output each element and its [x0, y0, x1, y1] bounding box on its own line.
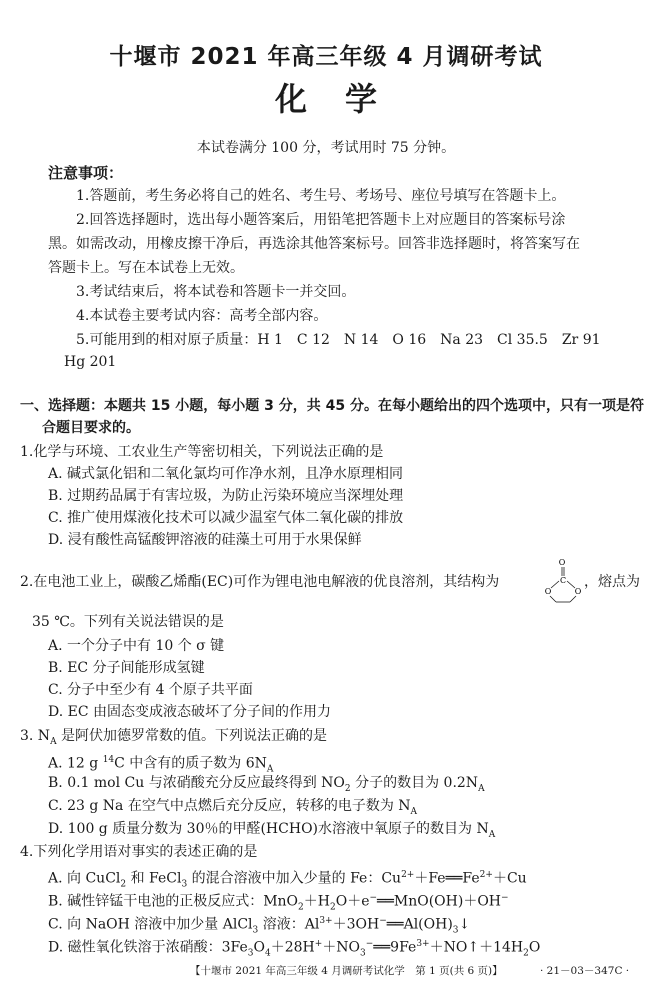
- question-2-option-d: D. EC 由固态变成液态破坏了分子间的作用力: [48, 704, 332, 720]
- question-2-option-a: A. 一个分子中有 10 个 σ 键: [48, 638, 225, 654]
- notice-line: 答题卡上。写在本试卷上无效。: [48, 260, 244, 276]
- structure-oxygen-label: O: [574, 587, 582, 596]
- question-2-stem-tail: ，熔点为: [584, 574, 640, 590]
- question-1-option-c: C. 推广使用煤液化技术可以减少温室气体二氧化碳的排放: [48, 510, 404, 526]
- structure-oxygen-label: O: [544, 587, 552, 596]
- notice-line: 3.考试结束后，将本试卷和答题卡一并交回。: [76, 284, 356, 300]
- question-3-option-a: A. 12 g $^{14}$C 中含有的质子数为 $6N_A$: [48, 755, 274, 775]
- question-1-stem: 1.化学与环境、工农业生产等密切相关，下列说法正确的是: [20, 444, 384, 460]
- question-3-option-c: C. 23 g Na 在空气中点燃后充分反应，转移的电子数为 $N_A$: [48, 798, 418, 817]
- notice-line: 黑。如需改动，用橡皮擦干净后，再选涂其他答案标号。回答非选择题时，将答案写在: [48, 236, 580, 252]
- question-4-stem: 4.下列化学用语对事实的表述正确的是: [20, 844, 258, 860]
- question-4-option-d: D. 磁性氧化铁溶于浓硝酸：$3Fe_3O_4+28H^++NO_3^-══9Fe^{3+}+NO↑+14H_2O$: [48, 939, 541, 959]
- question-1-option-b: B. 过期药品属于有害垃圾，为防止污染环境应当深埋处理: [48, 488, 404, 504]
- notice-line: Hg 201: [64, 354, 117, 370]
- exam-info: 本试卷满分 100 分，考试用时 75 分钟。: [196, 140, 456, 156]
- question-3-stem: 3. $N_A$ 是阿伏加德罗常数的值。下列说法正确的是: [20, 728, 328, 747]
- section-heading: 合题目要求的。: [42, 420, 140, 436]
- structure-carbon-label: C: [559, 576, 567, 585]
- notice-line: 2.回答选择题时，选出每小题答案后，用铅笔把答题卡上对应题目的答案标号涂: [76, 212, 566, 228]
- ethylene-carbonate-structure: [540, 556, 584, 606]
- notice-line: 5.可能用到的相对原子质量：H 1 C 12 N 14 O 16 Na 23 Cl 35.5 Zr 91: [76, 332, 601, 348]
- question-2-option-b: B. EC 分子间能形成氢键: [48, 660, 205, 676]
- question-4-option-b: B. 碱性锌锰干电池的正极反应式：$MnO_2+H_2O+e^-══MnO(OH)+OH^-$: [48, 893, 509, 913]
- question-2-option-c: C. 分子中至少有 4 个原子共平面: [48, 682, 253, 698]
- question-2-stem: 2.在电池工业上，碳酸乙烯酯(EC)可作为锂电池电解液的优良溶剂，其结构为: [20, 574, 500, 590]
- question-3-option-b: B. 0.1 mol Cu 与浓硝酸充分反应最终得到 $NO_2$ 分子的数目为 $0.2N_A$: [48, 775, 485, 794]
- question-3-option-d: D. 100 g 质量分数为 30％的甲醛(HCHO)水溶液中氧原子的数目为 $N_A$: [48, 821, 496, 840]
- structure-oxygen-label: O: [558, 558, 566, 567]
- question-1-option-d: D. 浸有酸性高锰酸钾溶液的硅藻土可用于水果保鲜: [48, 532, 362, 548]
- section-heading: 一、选择题：本题共 15 小题，每小题 3 分，共 45 分。在每小题给出的四个选项中，只有一项是符: [20, 398, 644, 414]
- question-4-option-a: A. 向 CuCl$_2$ 和 FeCl$_3$ 的混合溶液中加入少量的 Fe：$Cu^{2+}+Fe══Fe^{2+}+Cu$: [48, 870, 527, 890]
- exam-title: 十堰市 2021 年高三年级 4 月调研考试: [109, 44, 543, 70]
- question-1-option-a: A. 碱式氯化铝和二氧化氯均可作净水剂，且净水原理相同: [48, 466, 404, 482]
- notice-heading: 注意事项：: [48, 164, 124, 182]
- subject-title: 化学: [274, 80, 415, 118]
- question-4-option-c: C. 向 NaOH 溶液中加少量 AlCl$_3$ 溶液：$Al^{3+}+3OH^-══Al(OH)_3↓$: [48, 916, 471, 936]
- footer-code: · 21－03－347C ·: [540, 965, 630, 977]
- notice-line: 1.答题前，考生务必将自己的姓名、考生号、考场号、座位号填写在答题卡上。: [76, 188, 566, 204]
- question-2-stem-cont: 35 ℃。下列有关说法错误的是: [32, 614, 224, 630]
- footer-text: 【十堰市 2021 年高三年级 4 月调研考试化学 第 1 页(共 6 页)】: [190, 965, 503, 977]
- notice-line: 4.本试卷主要考试内容：高考全部内容。: [76, 308, 328, 324]
